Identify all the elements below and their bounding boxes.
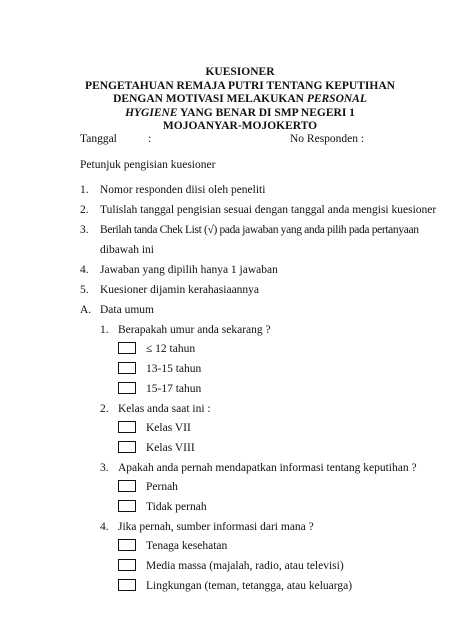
question-number: 4. (100, 521, 109, 533)
instruction-text-continued: dibawah ini (100, 244, 154, 256)
answer-option-label: Tenaga kesehatan (146, 540, 228, 552)
answer-option-label: Tidak pernah (146, 501, 207, 513)
instruction-text: Jawaban yang dipilih hanya 1 jawaban (100, 264, 278, 276)
instruction-number: 1. (80, 184, 89, 196)
title-line-4-italic: HYGIENE (125, 106, 178, 119)
answer-option-label: Pernah (146, 481, 178, 493)
answer-checkbox[interactable] (118, 480, 136, 492)
document-title (80, 66, 400, 134)
question-text: Jika pernah, sumber informasi dari mana ? (118, 521, 314, 533)
tanggal-label: Tanggal (80, 133, 117, 145)
question-number: 1. (100, 324, 109, 336)
question-text: Berapakah umur anda sekarang ? (118, 324, 271, 336)
answer-option-label: Kelas VII (146, 422, 191, 434)
answer-option-label: ≤ 12 tahun (146, 343, 196, 355)
instruction-number: 2. (80, 204, 89, 216)
answer-option-label: Lingkungan (teman, tetangga, atau keluarga) (146, 580, 353, 592)
answer-option-label: 15-17 tahun (146, 383, 202, 395)
answer-checkbox[interactable] (118, 559, 136, 571)
answer-checkbox[interactable] (118, 382, 136, 394)
instruction-number: 4. (80, 264, 89, 276)
title-line-4 (80, 107, 400, 121)
tanggal-colon: : (148, 133, 152, 145)
instruction-number: 5. (80, 284, 89, 296)
title-line-2: PENGETAHUAN REMAJA PUTRI TENTANG KEPUTIHAN (85, 79, 395, 92)
title-line-1: KUESIONER (205, 66, 275, 78)
title-line-4-plain: YANG BENAR DI SMP NEGERI 1 (179, 106, 355, 119)
answer-checkbox[interactable] (118, 441, 136, 453)
answer-option-label: Kelas VIII (146, 442, 195, 454)
question-number: 2. (100, 403, 109, 415)
instruction-text: Kuesioner dijamin kerahasiaannya (100, 284, 260, 296)
instruction-text: Berilah tanda Chek List (√) pada jawaban yang anda pilih pada pertanyaan (100, 224, 419, 236)
answer-checkbox[interactable] (118, 342, 136, 354)
title-line-5: MOJOANYAR-MOJOKERTO (162, 120, 318, 132)
question-text: Apakah anda pernah mendapatkan informasi tentang keputihan ? (118, 462, 417, 474)
title-line-3-plain: DENGAN MOTIVASI MELAKUKAN (113, 93, 304, 105)
instruction-text: Nomor responden diisi oleh peneliti (100, 184, 266, 196)
title-line-3 (80, 93, 400, 107)
question-text: Kelas anda saat ini : (118, 403, 211, 415)
section-letter: A. (80, 304, 92, 316)
answer-option-label: 13-15 tahun (146, 363, 202, 375)
instruction-number: 3. (80, 224, 89, 236)
title-line-3-italic: PERSONAL (306, 93, 367, 105)
section-title: Data umum (100, 304, 154, 316)
answer-checkbox[interactable] (118, 500, 136, 512)
petunjuk-title: Petunjuk pengisian kuesioner (80, 159, 216, 171)
answer-checkbox[interactable] (118, 579, 136, 591)
answer-checkbox[interactable] (118, 362, 136, 374)
answer-checkbox[interactable] (118, 539, 136, 551)
question-number: 3. (100, 462, 109, 474)
answer-option-label: Media massa (majalah, radio, atau televisi) (146, 560, 344, 572)
instruction-text: Tulislah tanggal pengisian sesuai dengan tanggal anda mengisi kuesioner (100, 204, 437, 216)
answer-checkbox[interactable] (118, 421, 136, 433)
responden-number-label: No Responden : (290, 133, 365, 145)
